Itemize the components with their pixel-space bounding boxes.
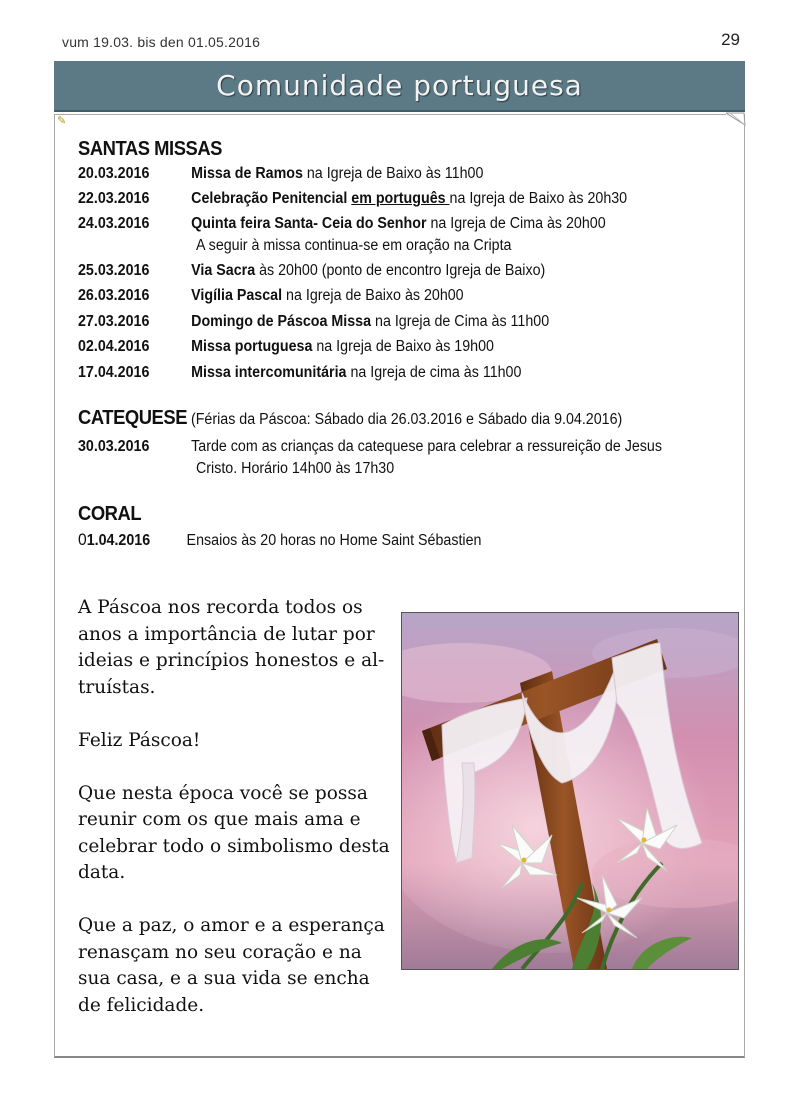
mass-row — [78, 313, 549, 331]
mass-language-note: em português — [351, 190, 450, 207]
mass-row — [78, 215, 606, 233]
mass-row — [78, 364, 521, 382]
message-paragraph: A Páscoa nos recorda todos os anos a importância de lutar por ideias e princípios honestos e al-truístas. — [78, 597, 385, 698]
mass-detail: na Igreja de Cima às 20h00 — [426, 215, 606, 232]
header-date-range: vum 19.03. bis den 01.05.2016 — [62, 34, 261, 50]
easter-message — [78, 595, 398, 1046]
message-paragraph: Que nesta época você se possa reunir com os que mais ama e celebrar todo o simbolismo desta data. — [78, 782, 390, 883]
mass-detail: na Igreja de Baixo às 11h00 — [302, 165, 484, 182]
mass-row — [78, 190, 627, 208]
santas-missas-title: SANTAS MISSAS — [78, 138, 222, 160]
mass-event: Missa de Ramos — [191, 165, 303, 182]
mass-detail: na Igreja de Baixo às 20h00 — [282, 287, 464, 304]
mass-event: Missa intercomunitária — [191, 364, 347, 381]
mass-event: Quinta feira Santa- Ceia do Senhor — [191, 215, 427, 232]
page-curl-icon — [726, 112, 746, 126]
mass-row — [78, 338, 494, 356]
mass-event: Via Sacra — [191, 262, 256, 279]
mass-date: 25.03.2016 — [78, 262, 150, 279]
frame-top-border — [55, 114, 726, 115]
catequese-continuation: Cristo. Horário 14h00 às 17h30 — [196, 460, 395, 477]
message-paragraph: Que a paz, o amor e a esperança renasçam no seu coração e na sua casa, e a sua vida se encha de felicidade. — [78, 915, 385, 1016]
mass-row — [78, 165, 483, 183]
banner-title: Comunidade portuguesa — [216, 69, 583, 102]
coral-text: Ensaios às 20 horas no Home Saint Sébastien — [186, 532, 482, 549]
easter-cross-image — [401, 612, 739, 970]
mass-date: 24.03.2016 — [78, 215, 150, 232]
mass-event: Domingo de Páscoa Missa — [191, 313, 372, 330]
mass-row — [78, 287, 464, 305]
mass-event: Celebração Penitencial — [191, 190, 348, 207]
mass-detail: na Igreja de Baixo às 20h30 — [449, 190, 628, 207]
catequese-date: 30.03.2016 — [78, 438, 150, 455]
catequese-text: Tarde com as crianças da catequese para celebrar a ressureição de Jesus — [191, 438, 662, 455]
coral-row — [78, 530, 481, 550]
mass-detail: na Igreja de cima às 11h00 — [346, 364, 522, 381]
coral-date-prefix: 0 — [78, 530, 87, 549]
message-paragraph: Feliz Páscoa! — [78, 729, 201, 751]
cross-illustration — [402, 613, 738, 969]
mass-date: 22.03.2016 — [78, 190, 150, 207]
page-number: 29 — [721, 30, 740, 49]
catequese-holiday-note: (Férias da Páscoa: Sábado dia 26.03.2016 e Sábado dia 9.04.2016) — [187, 411, 623, 428]
mass-row — [78, 262, 545, 280]
coral-title: CORAL — [78, 503, 142, 525]
mass-continuation: A seguir à missa continua-se em oração na Cripta — [196, 237, 512, 254]
pin-icon: ✎ — [57, 115, 67, 127]
mass-detail: às 20h00 (ponto de encontro Igreja de Baixo) — [255, 262, 546, 279]
mass-detail: na Igreja de Cima às 11h00 — [371, 313, 550, 330]
mass-event: Missa portuguesa — [191, 338, 313, 355]
mass-date: 17.04.2016 — [78, 364, 150, 381]
coral-date: 1.04.2016 — [86, 532, 151, 549]
section-banner — [54, 61, 745, 112]
mass-date: 02.04.2016 — [78, 338, 150, 355]
mass-event: Vigília Pascal — [191, 287, 283, 304]
catequese-heading — [78, 407, 622, 430]
catequese-row — [78, 438, 662, 456]
mass-date: 26.03.2016 — [78, 287, 150, 304]
mass-date: 27.03.2016 — [78, 313, 150, 330]
mass-date: 20.03.2016 — [78, 165, 150, 182]
catequese-title: CATEQUESE — [78, 407, 188, 429]
mass-detail: na Igreja de Baixo às 19h00 — [312, 338, 494, 355]
